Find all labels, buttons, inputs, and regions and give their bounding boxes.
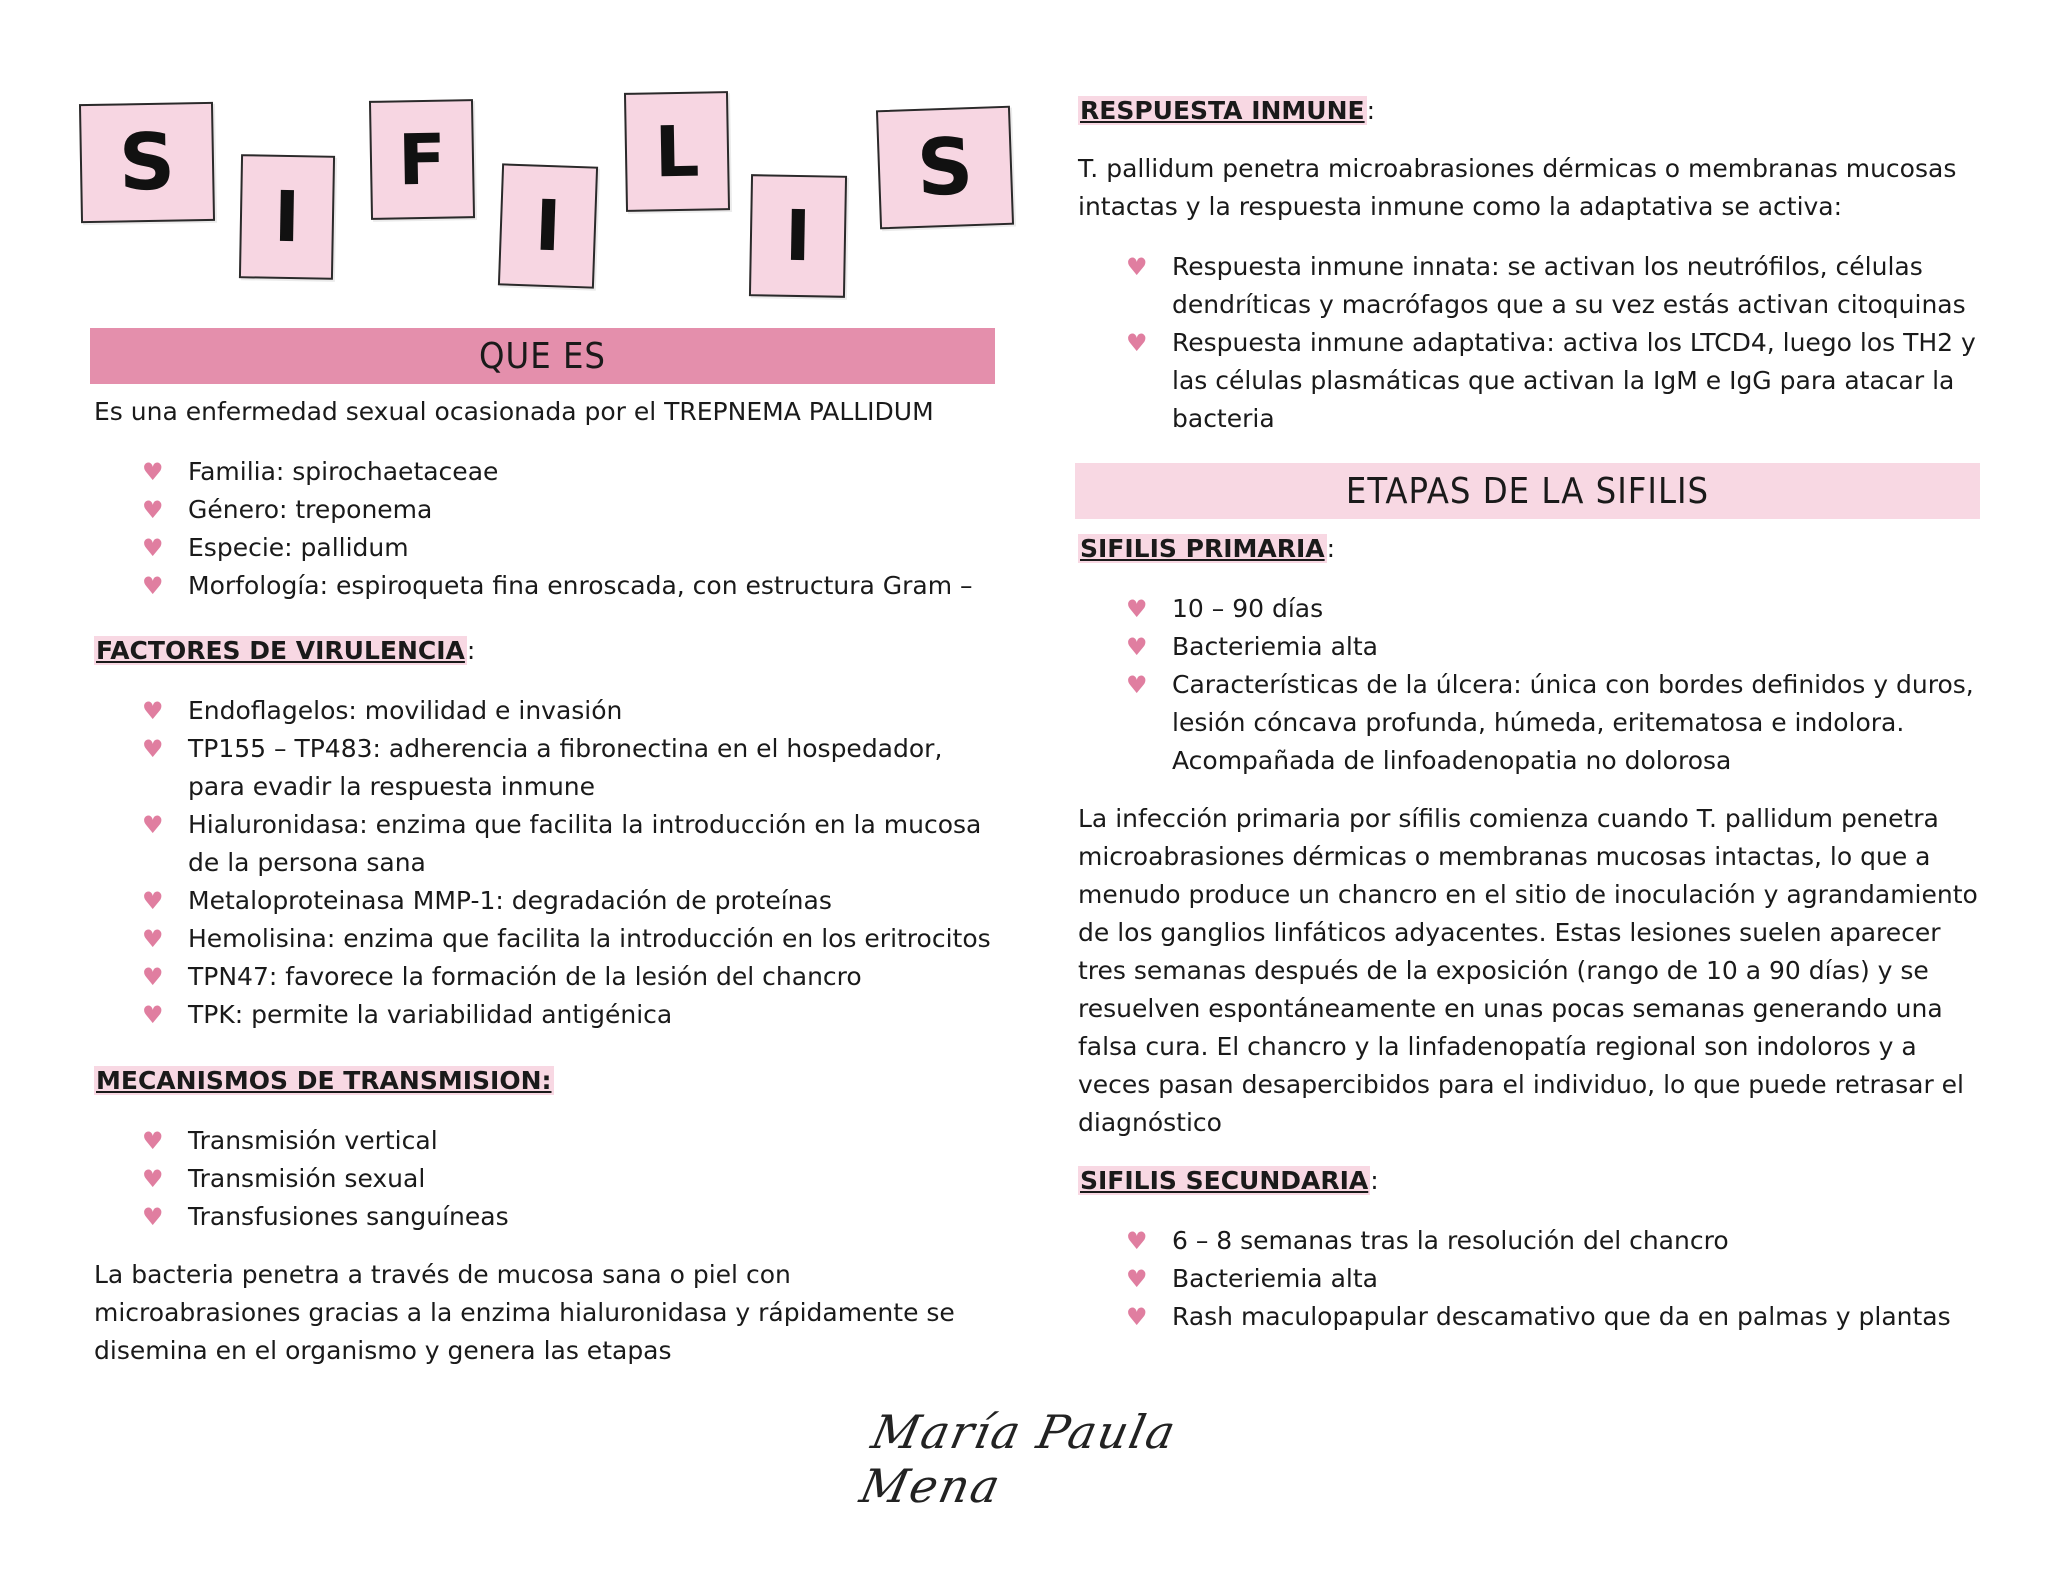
title-letter-tile: S (876, 106, 1014, 230)
list-item: ♥ Género: treponema (142, 491, 994, 529)
heart-icon: ♥ (142, 811, 164, 839)
respuesta-heading-line: RESPUESTA INMUNE: (1080, 96, 1376, 125)
title-letter-tile: I (239, 154, 335, 280)
secundaria-heading: SIFILIS SECUNDARIA (1080, 1166, 1369, 1195)
title-letter-tile: F (369, 99, 475, 220)
list-item: ♥ Familia: spirochaetaceae (142, 453, 994, 491)
list-item: ♥ 6 – 8 semanas tras la resolución del chancro (1126, 1222, 1978, 1260)
factores-heading-line: FACTORES DE VIRULENCIA: (96, 636, 476, 665)
list-item: ♥ TPK: permite la variabilidad antigénica (142, 996, 994, 1034)
mecanismos-heading-line (94, 1062, 994, 1100)
etapas-bar: ETAPAS DE LA SIFILIS (1075, 463, 1980, 519)
que-es-list (94, 453, 994, 605)
heart-icon: ♥ (142, 496, 164, 524)
heart-icon: ♥ (1126, 671, 1148, 699)
heart-icon: ♥ (142, 1001, 164, 1029)
heart-icon: ♥ (142, 963, 164, 991)
factores-heading: FACTORES DE VIRULENCIA (96, 636, 465, 665)
heart-icon: ♥ (142, 735, 164, 763)
que-es-intro: Es una enfermedad sexual ocasionada por el TREPNEMA PALLIDUM (94, 397, 934, 426)
heart-icon: ♥ (142, 534, 164, 562)
list-item: ♥ Respuesta inmune innata: se activan los neutrófilos, células dendríticas y macrófagos que a su vez estás activan citoquinas (1126, 248, 1978, 324)
list-item: ♥ Transmisión sexual (142, 1160, 994, 1198)
secundaria-list (1078, 1222, 1978, 1336)
list-item: ♥ TPN47: favorece la formación de la lesión del chancro (142, 958, 994, 996)
mecanismos-section (94, 1062, 994, 1370)
heart-icon: ♥ (142, 1203, 164, 1231)
heart-icon: ♥ (142, 697, 164, 725)
title-letter-tile: L (624, 91, 730, 212)
list-item: ♥ Endoflagelos: movilidad e invasión (142, 692, 994, 730)
mecanismos-list (94, 1122, 994, 1236)
heart-icon: ♥ (1126, 253, 1148, 281)
list-item: ♥ Morfología: espiroqueta fina enroscada, con estructura Gram – (142, 567, 994, 605)
list-item: ♥ 10 – 90 días (1126, 590, 1978, 628)
heart-icon: ♥ (142, 1165, 164, 1193)
heart-icon: ♥ (142, 925, 164, 953)
list-item: ♥ Bacteriemia alta (1126, 1260, 1978, 1298)
heart-icon: ♥ (1126, 329, 1148, 357)
primaria-list (1078, 590, 1978, 780)
list-item: ♥ Especie: pallidum (142, 529, 994, 567)
heart-icon: ♥ (1126, 595, 1148, 623)
heart-icon: ♥ (142, 887, 164, 915)
list-item: ♥ Transfusiones sanguíneas (142, 1198, 994, 1236)
list-item: ♥ Hemolisina: enzima que facilita la introducción en los eritrocitos (142, 920, 994, 958)
heart-icon: ♥ (142, 458, 164, 486)
heart-icon: ♥ (142, 1127, 164, 1155)
mecanismos-paragraph: La bacteria penetra a través de mucosa sana o piel con microabrasiones gracias a la enzima hialuronidasa y rápidamente se disemina en el organismo y genera las etapas (94, 1260, 955, 1365)
respuesta-section (1078, 92, 1978, 438)
title-tiles (0, 0, 1040, 320)
list-item: ♥ Hialuronidasa: enzima que facilita la introducción en la mucosa de la persona sana (142, 806, 994, 882)
list-item: ♥ Bacteriemia alta (1126, 628, 1978, 666)
que-es-section (94, 393, 994, 605)
secundaria-heading-line: SIFILIS SECUNDARIA: (1080, 1166, 1379, 1195)
respuesta-intro: T. pallidum penetra microabrasiones dérmicas o membranas mucosas intactas y la respuesta inmune como la adaptativa se activa: (1078, 154, 1957, 221)
title-letter-tile: I (498, 163, 598, 288)
list-item: ♥ Respuesta inmune adaptativa: activa los LTCD4, luego los TH2 y las células plasmáticas que activan la IgM e IgG para atacar la bacteria (1126, 324, 1978, 438)
list-item: ♥ Características de la úlcera: única con bordes definidos y duros, lesión cóncava profunda, húmeda, eritematosa e indolora. Acompañada de linfoadenopatia no dolorosa (1126, 666, 1978, 780)
list-item: ♥ Metaloproteinasa MMP-1: degradación de proteínas (142, 882, 994, 920)
factores-list (94, 692, 994, 1034)
primaria-heading-line: SIFILIS PRIMARIA: (1080, 534, 1336, 563)
heart-icon: ♥ (1126, 1265, 1148, 1293)
title-letter-tile: S (79, 102, 215, 223)
heart-icon: ♥ (1126, 1227, 1148, 1255)
heart-icon: ♥ (1126, 1303, 1148, 1331)
heart-icon: ♥ (142, 572, 164, 600)
primaria-heading: SIFILIS PRIMARIA (1080, 534, 1325, 563)
signature: María Paula Mena (855, 1405, 1182, 1513)
heart-icon: ♥ (1126, 633, 1148, 661)
list-item: ♥ Rash maculopapular descamativo que da en palmas y plantas (1126, 1298, 1978, 1336)
respuesta-list (1078, 248, 1978, 438)
primaria-paragraph: La infección primaria por sífilis comienza cuando T. pallidum penetra microabrasiones dérmicas o membranas mucosas intactas, lo que a menudo produce un chancro en el sitio de inoculación y agrandamiento de los ganglios linfáticos adyacentes. Estas lesiones suelen aparecer tres semanas después de la exposición (rango de 10 a 90 días) y se resuelven espontáneamente en unas pocas semanas generando una falsa cura. El chancro y la linfadenopatía regional son indoloros y a veces pasan desapercibidos para el individuo, lo que puede retrasar el diagnóstico (1078, 804, 1978, 1137)
title-letter-tile: I (749, 174, 847, 298)
mecanismos-heading: MECANISMOS DE TRANSMISION: (96, 1066, 552, 1095)
que-es-bar: QUE ES (90, 328, 995, 384)
factores-section (94, 632, 994, 1034)
list-item: ♥ Transmisión vertical (142, 1122, 994, 1160)
primaria-section (1078, 530, 1978, 1142)
respuesta-heading: RESPUESTA INMUNE (1080, 96, 1365, 125)
list-item: ♥ TP155 – TP483: adherencia a fibronectina en el hospedador, para evadir la respuesta inmune (142, 730, 994, 806)
secundaria-section (1078, 1162, 1978, 1336)
